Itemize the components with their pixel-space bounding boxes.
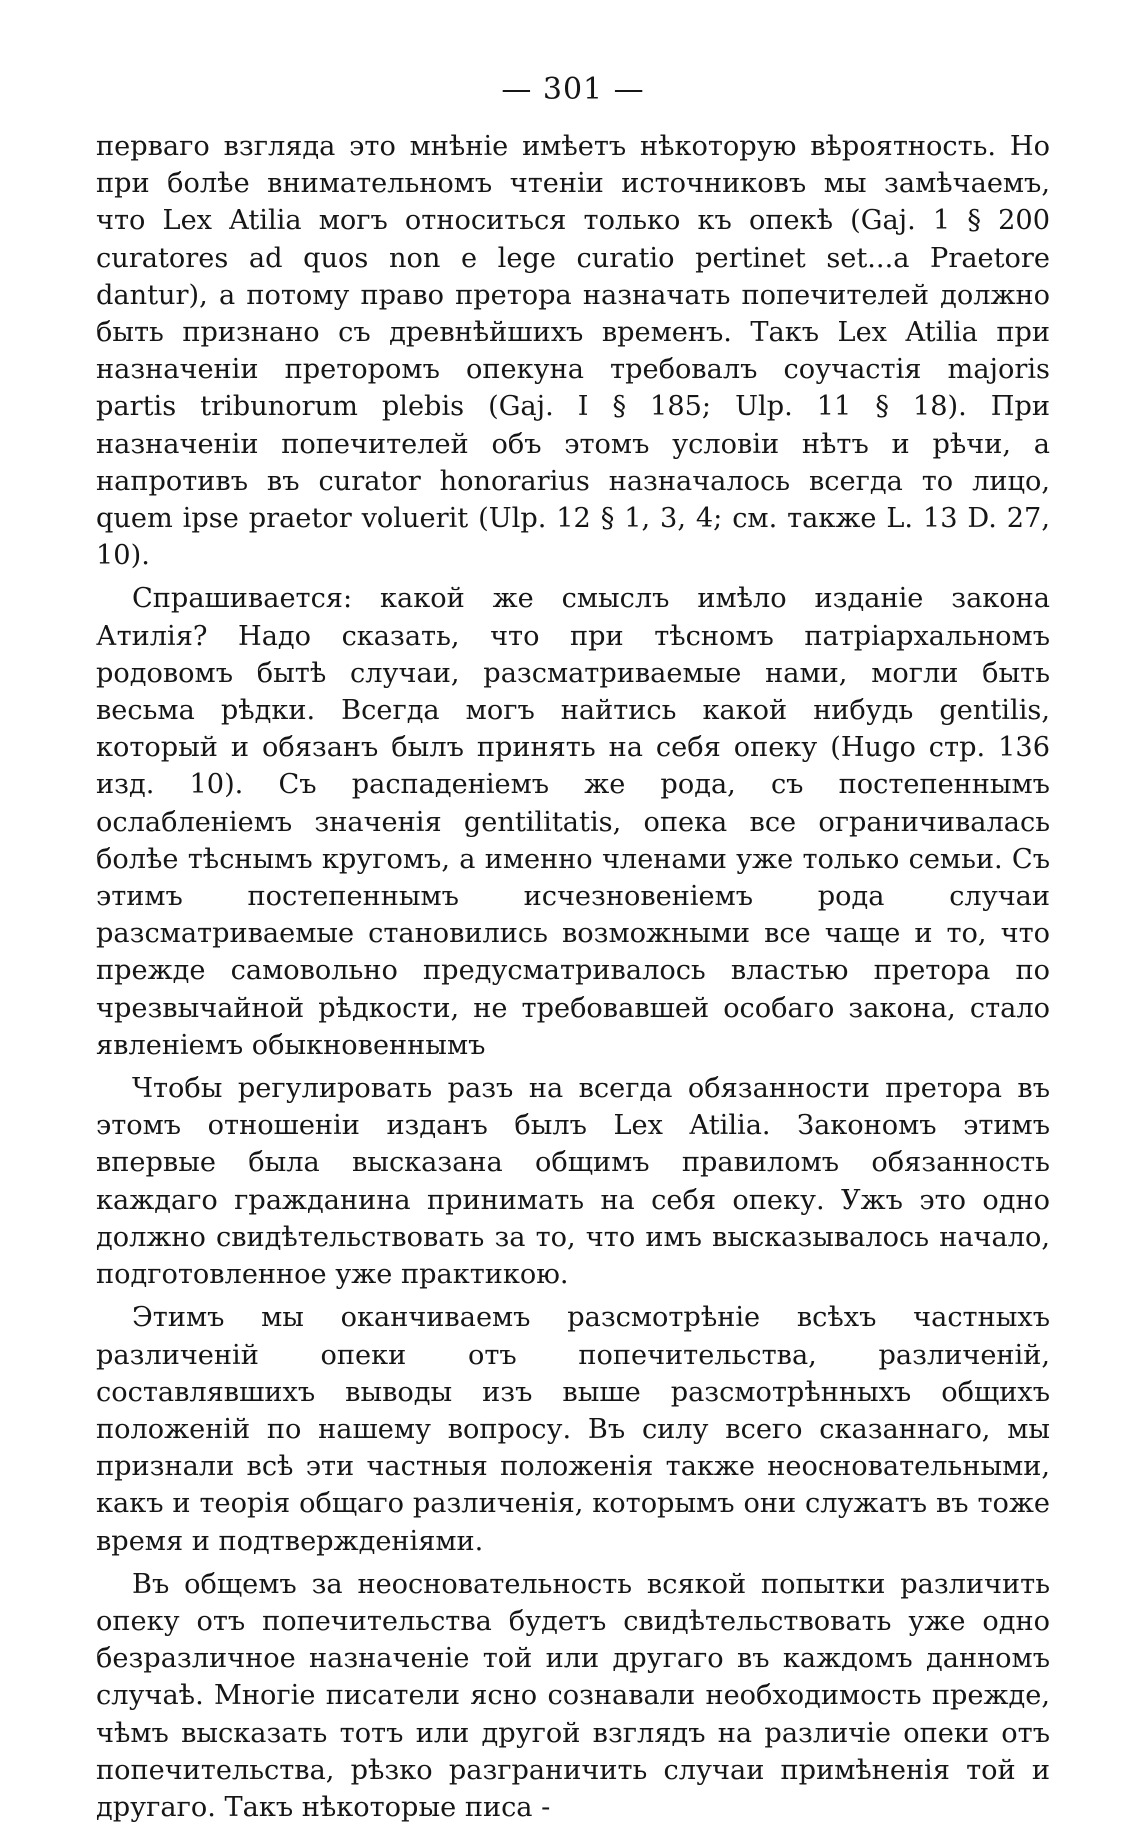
- page-number: — 301 —: [501, 72, 645, 107]
- paragraph-3: Чтобы регулировать разъ на всегда обязанности претора въ этомъ отношеніи изданъ былъ Lex Atilia. Закономъ этимъ впервые была высказана общимъ правиломъ обязанность каждаго гражданина принимать на себя опеку. Ужъ это одно должно свидѣтельствовать за то, что имъ высказывалось начало, подготовленное уже практикою.: [96, 1073, 1050, 1291]
- paragraph-4: Этимъ мы оканчиваемъ разсмотрѣніе всѣхъ частныхъ различеній опеки отъ попечительства, различеній, составлявшихъ выводы изъ выше разсмотрѣнныхъ общихъ положеній по нашему вопросу. Въ силу всего сказаннаго, мы признали всѣ эти частныя положенія также неосновательными, какъ и теорія общаго различенія, которымъ они служатъ въ тоже время и подтвержденіями.: [96, 1302, 1050, 1557]
- paragraph-1: перваго взгляда это мнѣніе имѣетъ нѣкоторую вѣроятность. Но при болѣе внимательномъ чтеніи источниковъ мы замѣчаемъ, что Lex Atilia могъ относиться только къ опекѣ (Gaj. 1 § 200 curatores ad quos non e lege curatio pertinet set...a Praetore dantur), а потому право претора назначать попечителей должно быть признано съ древнѣйшихъ временъ. Такъ Lex Atilia при назначеніи преторомъ опекуна требовалъ соучастія majoris partis tribunorum plebis (Gaj. I § 185; Ulp. 11 § 18). При назначеніи попечителей объ этомъ условіи нѣтъ и рѣчи, а напротивъ въ curator honorarius назначалось всегда то лицо, quem ipse praetor voluerit (Ulp. 12 § 1, 3, 4; см. также L. 13 D. 27, 10).: [96, 131, 1050, 572]
- paragraph-2: Спрашивается: какой же смыслъ имѣло изданіе закона Атилія? Надо сказать, что при тѣсномъ патріархальномъ родовомъ бытѣ случаи, разсматриваемые нами, могли быть весьма рѣдки. Всегда могъ найтись какой нибудь gentilis, который и обязанъ былъ принять на себя опеку (Hugo стр. 136 изд. 10). Съ распаденіемъ же рода, съ постепеннымъ ослабленіемъ значенія gentilitatis, опека все ограничивалась болѣе тѣснымъ кругомъ, а именно членами уже только семьи. Съ этимъ постепеннымъ исчезновеніемъ рода случаи разсматриваемые становились возможными все чаще и то, что прежде самовольно предусматривалось властью претора по чрезвычайной рѣдкости, не требовавшей особаго закона, стало явленіемъ обыкновеннымъ: [96, 583, 1050, 1061]
- document-page: [96, 70, 1050, 1832]
- paragraph-5: Въ общемъ за неосновательность всякой попытки различить опеку отъ попечительства будетъ свидѣтельствовать уже одно безразличное назначеніе той или другаго въ каждомъ данномъ случаѣ. Многіе писатели ясно сознавали необходимость прежде, чѣмъ высказать тотъ или другой взглядъ на различіе опеки отъ попечительства, рѣзко разграничить случаи примѣненія той и другаго. Такъ нѣкоторые писа -: [96, 1568, 1050, 1823]
